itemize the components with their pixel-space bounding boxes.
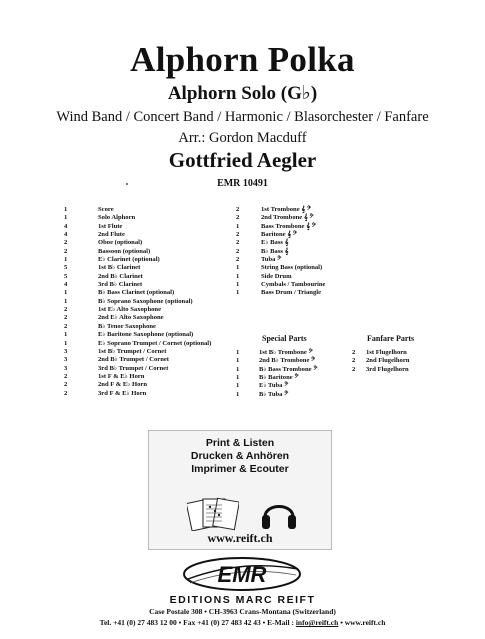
part-quantity: 3 [64, 347, 68, 355]
part-row [64, 256, 211, 264]
part-row [352, 349, 409, 357]
part-quantity: 1 [236, 390, 240, 398]
part-name: B♭ Soprano Saxophone (optional) [98, 297, 193, 305]
part-name: E♭ Baritone Saxophone (optional) [98, 331, 194, 339]
part-name: 2nd E♭ Alto Saxophone [98, 314, 164, 322]
part-row [64, 264, 211, 272]
part-quantity: 3 [64, 356, 68, 364]
part-quantity: 1 [236, 357, 240, 365]
logo-text: EMR [217, 562, 267, 587]
publisher-contact [0, 618, 485, 627]
part-quantity: 4 [64, 281, 68, 289]
part-row [64, 356, 211, 364]
part-name: 1st E♭ Alto Saxophone [98, 306, 162, 314]
part-name: 2nd B♭ Clarinet [98, 272, 143, 280]
headphones-icon [259, 493, 299, 533]
part-row [236, 264, 326, 272]
part-row [236, 248, 326, 256]
part-row [236, 223, 326, 231]
contact-email-link[interactable]: info@reift.ch [295, 618, 339, 627]
part-row [236, 273, 326, 281]
part-name: E♭ Bass 𝄞 [261, 239, 289, 247]
part-quantity: 2 [64, 314, 68, 322]
part-quantity: 1 [64, 256, 68, 264]
part-quantity: 5 [64, 264, 68, 272]
part-row [236, 366, 317, 374]
contact-website: • www.reift.ch [338, 618, 386, 627]
part-quantity: 1 [64, 289, 68, 297]
publisher-name: EDITIONS MARC REIFT [169, 594, 316, 606]
part-quantity: 1 [64, 297, 68, 305]
special-parts-header: Special Parts [262, 334, 307, 343]
part-name: B♭ Tenor Saxophone [98, 322, 156, 330]
part-quantity: 2 [236, 231, 240, 239]
special-parts-list [236, 349, 317, 399]
part-quantity: 1 [236, 349, 240, 356]
part-name: Oboe (optional) [98, 239, 143, 247]
part-quantity: 2 [236, 214, 240, 222]
part-quantity: 2 [352, 365, 356, 373]
part-name: E♭ Soprano Trumpet / Cornet (optional) [98, 339, 212, 347]
part-name: B♭ Tuba 𝄢 [259, 390, 289, 398]
part-quantity: 2 [64, 381, 68, 389]
part-row [64, 306, 211, 314]
part-name: 2nd Flute [98, 231, 125, 239]
part-name: 1st Trombone 𝄞 𝄢 [261, 206, 312, 213]
publisher-address: Case Postale 308 • CH-3963 Crans-Montana (Switzerland) [149, 607, 336, 616]
part-name: E♭ Tuba 𝄢 [259, 382, 289, 390]
part-row [64, 248, 211, 256]
part-quantity: 2 [64, 239, 68, 247]
arranger: Arr.: Gordon Macduff [178, 130, 307, 146]
part-row [64, 381, 211, 389]
part-quantity: 1 [64, 339, 68, 347]
part-row [236, 214, 326, 222]
part-name: Score [98, 206, 114, 213]
part-quantity: 2 [352, 349, 356, 356]
part-name: Baritone 𝄞 𝄢 [261, 231, 297, 239]
part-name: String Bass (optional) [261, 264, 323, 272]
composer: Gottfried Aegler [168, 148, 317, 172]
band-types: Wind Band / Concert Band / Harmonic / Blasorchester / Fanfare [56, 109, 429, 125]
part-quantity: 2 [352, 357, 356, 365]
part-quantity: 2 [64, 372, 68, 380]
part-name: 1st F & E♭ Horn [98, 372, 145, 380]
fanfare-parts-header: Fanfare Parts [367, 334, 415, 343]
part-quantity: 4 [64, 231, 68, 239]
fanfare-parts-list [352, 349, 409, 374]
part-name: Bass Drum / Triangle [261, 289, 322, 297]
part-name: 3rd B♭ Trumpet / Cornet [98, 364, 169, 372]
part-name: 3rd F & E♭ Horn [98, 389, 147, 397]
part-name: 2nd Trombone 𝄞 𝄢 [261, 214, 314, 222]
subtitle: Alphorn Solo (G♭) [167, 83, 318, 104]
part-name: 2nd F & E♭ Horn [98, 381, 148, 389]
part-row [64, 298, 211, 306]
part-row [236, 382, 317, 390]
part-quantity: 1 [236, 272, 240, 280]
part-name: 2nd B♭ Trombone 𝄢 [259, 357, 316, 365]
promo-line-3: Imprimer & Ecouter [191, 463, 289, 475]
part-row [64, 206, 211, 214]
part-row [64, 331, 211, 339]
part-name: Bassoon (optional) [98, 247, 151, 255]
part-row [236, 357, 317, 365]
part-row [64, 340, 211, 348]
catalog-number: EMR 10491 [217, 178, 268, 189]
part-name: Solo Alphorn [98, 214, 136, 222]
part-quantity: 1 [236, 374, 240, 382]
parts-list-left [64, 206, 211, 398]
part-row [64, 231, 211, 239]
part-quantity: 2 [64, 306, 68, 314]
part-name: 1st B♭ Clarinet [98, 264, 141, 272]
part-name: Bass Trombone 𝄞 𝄢 [261, 222, 316, 230]
part-row [64, 289, 211, 297]
part-row [236, 281, 326, 289]
part-quantity: 2 [236, 247, 240, 255]
part-quantity: 1 [236, 382, 240, 390]
part-quantity: 1 [64, 214, 68, 222]
part-row [64, 314, 211, 322]
promo-line-1: Print & Listen [205, 437, 275, 449]
part-quantity: 5 [64, 272, 68, 280]
part-quantity: 2 [236, 239, 240, 247]
part-row [64, 323, 211, 331]
part-quantity: 2 [64, 247, 68, 255]
part-quantity: 2 [236, 256, 240, 264]
part-row [64, 239, 211, 247]
decorative-dot [126, 183, 128, 185]
part-quantity: 2 [236, 206, 240, 213]
part-row [64, 390, 211, 398]
part-name: 1st B♭ Trombone 𝄢 [259, 349, 313, 356]
part-row [236, 239, 326, 247]
part-quantity: 1 [236, 222, 240, 230]
part-quantity: 2 [64, 389, 68, 397]
part-quantity: 1 [236, 281, 240, 289]
print-listen-box [148, 430, 332, 550]
part-name: Side Drum [261, 272, 292, 280]
part-row [236, 289, 326, 297]
promo-url: www.reift.ch [207, 531, 273, 545]
part-row [352, 366, 409, 374]
part-quantity: 1 [64, 206, 68, 213]
part-name: B♭ Bass 𝄞 [261, 247, 289, 255]
part-row [64, 223, 211, 231]
part-quantity: 1 [236, 264, 240, 272]
part-quantity: 1 [64, 331, 68, 339]
emr-logo [180, 555, 305, 593]
part-row [352, 357, 409, 365]
part-name: 1st Flute [98, 222, 123, 230]
part-name: 2nd B♭ Trumpet / Cornet [98, 356, 170, 364]
part-name: 3rd Flugelhorn [366, 365, 409, 373]
part-quantity: 2 [64, 322, 68, 330]
part-name: 3rd B♭ Clarinet [98, 281, 143, 289]
page-title: Alphorn Polka [130, 40, 355, 79]
music-sheets-icon [187, 495, 239, 531]
part-row [64, 373, 211, 381]
contact-phone-fax: Tel. +41 (0) 27 483 12 00 • Fax +41 (0) 27 483 42 43 • E-Mail : [99, 618, 296, 627]
part-row [64, 348, 211, 356]
part-row [236, 391, 317, 399]
part-row [64, 365, 211, 373]
part-quantity: 1 [236, 365, 240, 373]
promo-line-2: Drucken & Anhören [190, 450, 290, 462]
part-row [64, 214, 211, 222]
part-quantity: 1 [236, 289, 240, 297]
parts-list-right [236, 206, 326, 298]
part-row [236, 256, 326, 264]
part-name: Cymbals / Tambourine [261, 281, 326, 289]
part-name: 1st Flugelhorn [366, 349, 407, 356]
part-name: E♭ Clarinet (optional) [98, 256, 160, 264]
part-quantity: 4 [64, 222, 68, 230]
part-name: B♭ Baritone 𝄢 [259, 374, 299, 382]
part-row [64, 281, 211, 289]
part-name: Tuba 𝄢 [261, 256, 282, 264]
part-name: 1st B♭ Trumpet / Cornet [98, 347, 167, 355]
part-name: B♭ Bass Clarinet (optional) [98, 289, 175, 297]
part-name: B♭ Bass Trombone 𝄢 [259, 365, 318, 373]
part-name: 2nd Flugelhorn [366, 357, 410, 365]
part-row [64, 273, 211, 281]
part-quantity: 3 [64, 364, 68, 372]
